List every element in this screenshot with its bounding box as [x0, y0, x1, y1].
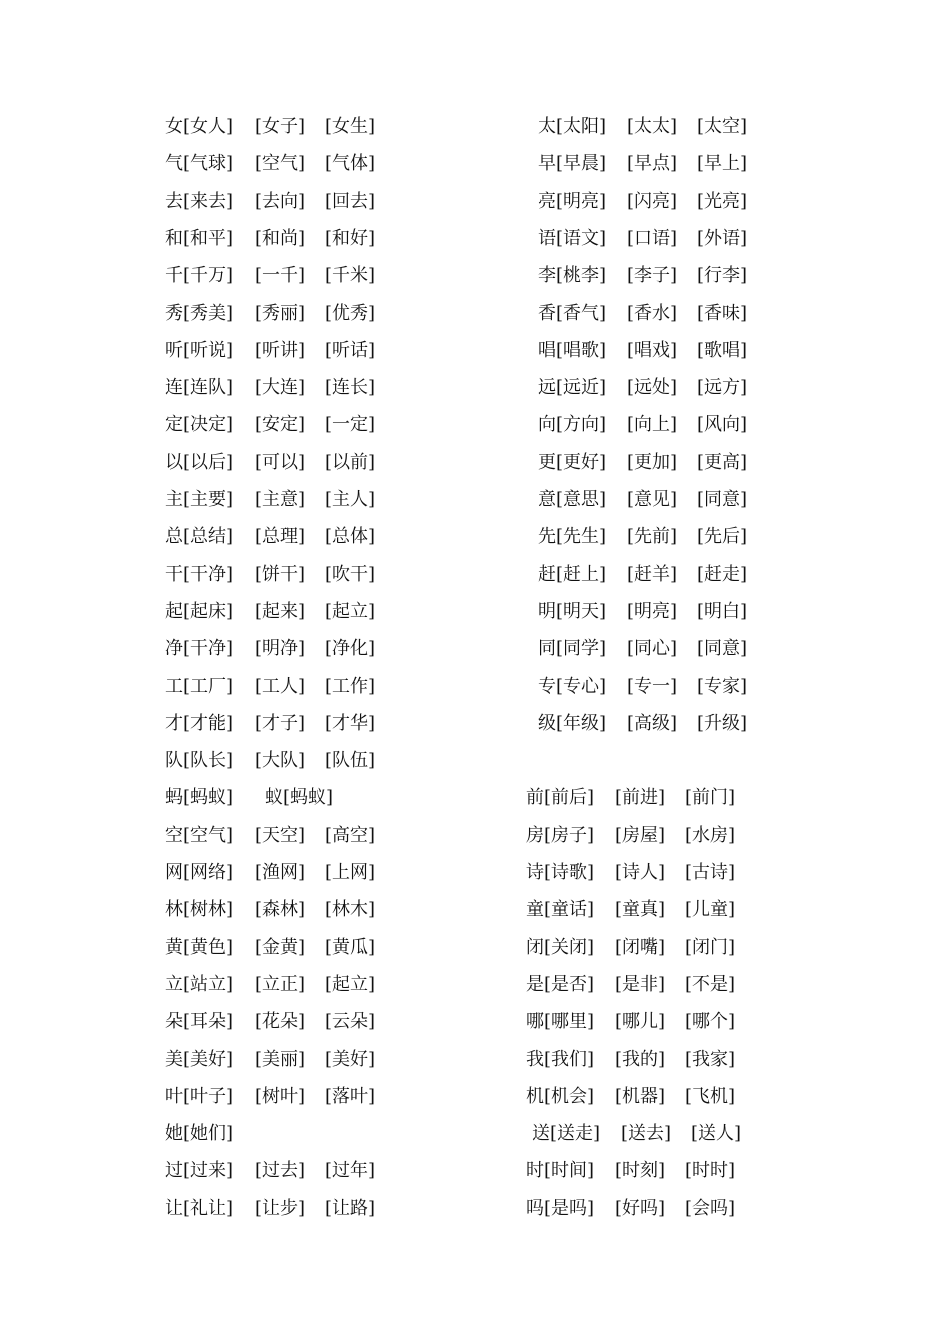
word-entry: [黄瓜]: [325, 936, 376, 958]
word-entry: [高空]: [325, 824, 376, 846]
word-entry: [森林]: [255, 899, 306, 921]
word-entry: [去向]: [255, 190, 306, 212]
word-entry: [唱戏]: [627, 339, 678, 361]
character-entry: 我[我们]: [526, 1048, 595, 1070]
word-entry: [饼干]: [255, 563, 306, 585]
word-entry: [送人]: [691, 1123, 742, 1145]
character-entry: 女[女人]: [165, 116, 234, 137]
word-entry: [起来]: [255, 600, 306, 622]
word-entry: [主人]: [325, 489, 376, 510]
word-entry: [过年]: [325, 1160, 376, 1182]
word-entry: [树叶]: [255, 1085, 306, 1107]
character-entry: 向[方向]: [538, 414, 607, 436]
character-entry: 李[桃李]: [538, 265, 607, 287]
word-entry: [闭嘴]: [615, 936, 666, 958]
word-entry: [会吗]: [685, 1197, 736, 1219]
word-entry: [前门]: [685, 787, 736, 809]
word-entry: [李子]: [627, 265, 678, 287]
word-entry: [赶走]: [697, 563, 748, 585]
word-entry: [听话]: [325, 339, 376, 361]
word-entry: [时刻]: [615, 1160, 666, 1182]
word-entry: [大队]: [255, 750, 306, 772]
word-entry: [立正]: [255, 973, 306, 995]
word-entry: [房屋]: [615, 824, 666, 846]
word-entry: [回去]: [325, 190, 376, 212]
word-entry: [连长]: [325, 377, 376, 399]
character-entry: 同[同学]: [538, 638, 607, 660]
word-entry: [落叶]: [325, 1085, 376, 1107]
character-entry: 干[干净]: [165, 563, 234, 585]
word-entry: [儿童]: [685, 899, 736, 921]
character-entry: 闭[关闭]: [526, 936, 595, 958]
character-entry: 黄[黄色]: [165, 936, 234, 958]
word-entry: [以前]: [325, 451, 376, 473]
character-entry: 才[才能]: [165, 712, 234, 734]
word-entry: [歌唱]: [697, 339, 748, 361]
word-entry: [净化]: [325, 638, 376, 660]
word-entry: [古诗]: [685, 862, 736, 883]
word-entry: [秀丽]: [255, 302, 306, 324]
word-entry: [主意]: [255, 489, 306, 510]
character-entry: 总[总结]: [165, 526, 234, 548]
word-entry: [云朵]: [325, 1011, 376, 1033]
character-entry: 让[礼让]: [165, 1197, 234, 1219]
word-entry: [同意]: [697, 638, 748, 660]
character-entry: 哪[哪里]: [526, 1011, 595, 1033]
word-entry: [不是]: [685, 973, 736, 995]
word-entry: [早点]: [627, 153, 678, 175]
word-entry: [同意]: [697, 489, 748, 510]
word-entry: [明亮]: [627, 600, 678, 622]
character-entry: 她[她们]: [165, 1123, 234, 1145]
word-entry: [意见]: [627, 489, 678, 510]
word-entry: [金黄]: [255, 936, 306, 958]
character-entry: 专[专心]: [538, 675, 607, 697]
word-entry: [明白]: [697, 600, 748, 622]
character-entry: 明[明天]: [538, 600, 607, 622]
character-entry: 队[队长]: [165, 750, 234, 772]
word-entry: [总理]: [255, 526, 306, 548]
word-entry: [一千]: [255, 265, 306, 287]
word-entry: [空气]: [255, 153, 306, 175]
word-entry: [专家]: [697, 675, 748, 697]
word-entry: [口语]: [627, 227, 678, 249]
word-entry: [起立]: [325, 973, 376, 995]
word-entry: [风向]: [697, 414, 748, 436]
word-entry: [听讲]: [255, 339, 306, 361]
character-entry: 秀[秀美]: [165, 302, 234, 324]
character-entry: 语[语文]: [538, 227, 607, 249]
word-entry: [过去]: [255, 1160, 306, 1182]
word-entry: [是非]: [615, 973, 666, 995]
character-entry: 先[先生]: [538, 526, 607, 548]
word-entry: [升级]: [697, 712, 748, 734]
word-entry: [渔网]: [255, 862, 306, 883]
word-entry: [飞机]: [685, 1085, 736, 1107]
character-entry: 亮[明亮]: [538, 190, 607, 212]
word-entry: [水房]: [685, 824, 736, 846]
word-entry: [更高]: [697, 451, 748, 473]
word-entry: [总体]: [325, 526, 376, 548]
word-entry: [工人]: [255, 675, 306, 697]
word-entry: [前进]: [615, 787, 666, 809]
word-entry: [工作]: [325, 675, 376, 697]
word-entry: [送去]: [621, 1123, 672, 1145]
character-entry: 远[远近]: [538, 377, 607, 399]
character-entry: 前[前后]: [526, 787, 595, 809]
word-entry: [和尚]: [255, 227, 306, 249]
character-entry: 诗[诗歌]: [526, 862, 595, 883]
word-entry: [太空]: [697, 116, 748, 137]
character-entry: 空[空气]: [165, 824, 234, 846]
word-entry: [远处]: [627, 377, 678, 399]
word-entry: [更加]: [627, 451, 678, 473]
word-entry: [气体]: [325, 153, 376, 175]
word-entry: [行李]: [697, 265, 748, 287]
character-entry: 和[和平]: [165, 227, 234, 249]
word-entry: [同心]: [627, 638, 678, 660]
character-entry: 级[年级]: [538, 712, 607, 734]
word-entry: [千米]: [325, 265, 376, 287]
character-entry: 香[香气]: [538, 302, 607, 324]
word-entry: [好吗]: [615, 1197, 666, 1219]
word-entry: [太太]: [627, 116, 678, 137]
character-entry: 立[站立]: [165, 973, 234, 995]
word-entry: [上网]: [325, 862, 376, 883]
word-entry: [专一]: [627, 675, 678, 697]
word-entry: [外语]: [697, 227, 748, 249]
word-entry: [优秀]: [325, 302, 376, 324]
character-entry: 林[树林]: [165, 899, 234, 921]
word-entry: 蚁[蚂蚁]: [265, 787, 334, 809]
word-entry: [才子]: [255, 712, 306, 734]
word-entry: [先后]: [697, 526, 748, 548]
word-entry: [光亮]: [697, 190, 748, 212]
word-entry: [明净]: [255, 638, 306, 660]
word-entry: [我家]: [685, 1048, 736, 1070]
character-entry: 千[千万]: [165, 265, 234, 287]
character-entry: 时[时间]: [526, 1160, 595, 1182]
character-entry: 过[过来]: [165, 1160, 234, 1182]
word-entry: [美丽]: [255, 1048, 306, 1070]
character-entry: 定[决定]: [165, 414, 234, 436]
word-entry: [才华]: [325, 712, 376, 734]
character-entry: 主[主要]: [165, 489, 234, 510]
word-entry: [让路]: [325, 1197, 376, 1219]
character-entry: 叶[叶子]: [165, 1085, 234, 1107]
word-entry: [时时]: [685, 1160, 736, 1182]
character-entry: 朵[耳朵]: [165, 1011, 234, 1033]
word-entry: [林木]: [325, 899, 376, 921]
word-entry: [童真]: [615, 899, 666, 921]
character-entry: 意[意思]: [538, 489, 607, 510]
word-entry: [可以]: [255, 451, 306, 473]
character-entry: 美[美好]: [165, 1048, 234, 1070]
character-entry: 太[太阳]: [538, 116, 607, 137]
character-entry: 唱[唱歌]: [538, 339, 607, 361]
character-entry: 气[气球]: [165, 153, 234, 175]
word-entry: [香味]: [697, 302, 748, 324]
character-entry: 吗[是吗]: [526, 1197, 595, 1219]
word-entry: [诗人]: [615, 862, 666, 883]
character-entry: 赶[赶上]: [538, 563, 607, 585]
word-entry: [吹干]: [325, 563, 376, 585]
word-entry: [哪个]: [685, 1011, 736, 1033]
character-entry: 蚂[蚂蚁]: [165, 787, 234, 809]
word-entry: [赶羊]: [627, 563, 678, 585]
character-entry: 网[网络]: [165, 862, 234, 883]
word-entry: [女生]: [325, 116, 376, 137]
word-entry: [起立]: [325, 600, 376, 622]
character-entry: 起[起床]: [165, 600, 234, 622]
word-entry: [大连]: [255, 377, 306, 399]
word-entry: [和好]: [325, 227, 376, 249]
word-entry: [队伍]: [325, 750, 376, 772]
word-entry: [让步]: [255, 1197, 306, 1219]
character-entry: 是[是否]: [526, 973, 595, 995]
word-entry: [花朵]: [255, 1011, 306, 1033]
word-entry: [闭门]: [685, 936, 736, 958]
word-entry: [安定]: [255, 414, 306, 436]
character-entry: 房[房子]: [526, 824, 595, 846]
character-entry: 去[来去]: [165, 190, 234, 212]
character-entry: 以[以后]: [165, 451, 234, 473]
word-entry: [远方]: [697, 377, 748, 399]
word-entry: [一定]: [325, 414, 376, 436]
word-entry: [美好]: [325, 1048, 376, 1070]
word-entry: [先前]: [627, 526, 678, 548]
word-entry: [早上]: [697, 153, 748, 175]
character-entry: 早[早晨]: [538, 153, 607, 175]
word-entry: [高级]: [627, 712, 678, 734]
character-entry: 送[送走]: [532, 1123, 601, 1145]
word-entry: [哪儿]: [615, 1011, 666, 1033]
word-entry: [向上]: [627, 414, 678, 436]
word-entry: [我的]: [615, 1048, 666, 1070]
character-entry: 净[干净]: [165, 638, 234, 660]
character-entry: 机[机会]: [526, 1085, 595, 1107]
word-entry: [天空]: [255, 824, 306, 846]
character-entry: 工[工厂]: [165, 675, 234, 697]
word-entry: [香水]: [627, 302, 678, 324]
character-entry: 听[听说]: [165, 339, 234, 361]
word-entry: [机器]: [615, 1085, 666, 1107]
character-entry: 连[连队]: [165, 377, 234, 399]
word-entry: [女子]: [255, 116, 306, 137]
character-entry: 更[更好]: [538, 451, 607, 473]
word-entry: [闪亮]: [627, 190, 678, 212]
character-entry: 童[童话]: [526, 899, 595, 921]
